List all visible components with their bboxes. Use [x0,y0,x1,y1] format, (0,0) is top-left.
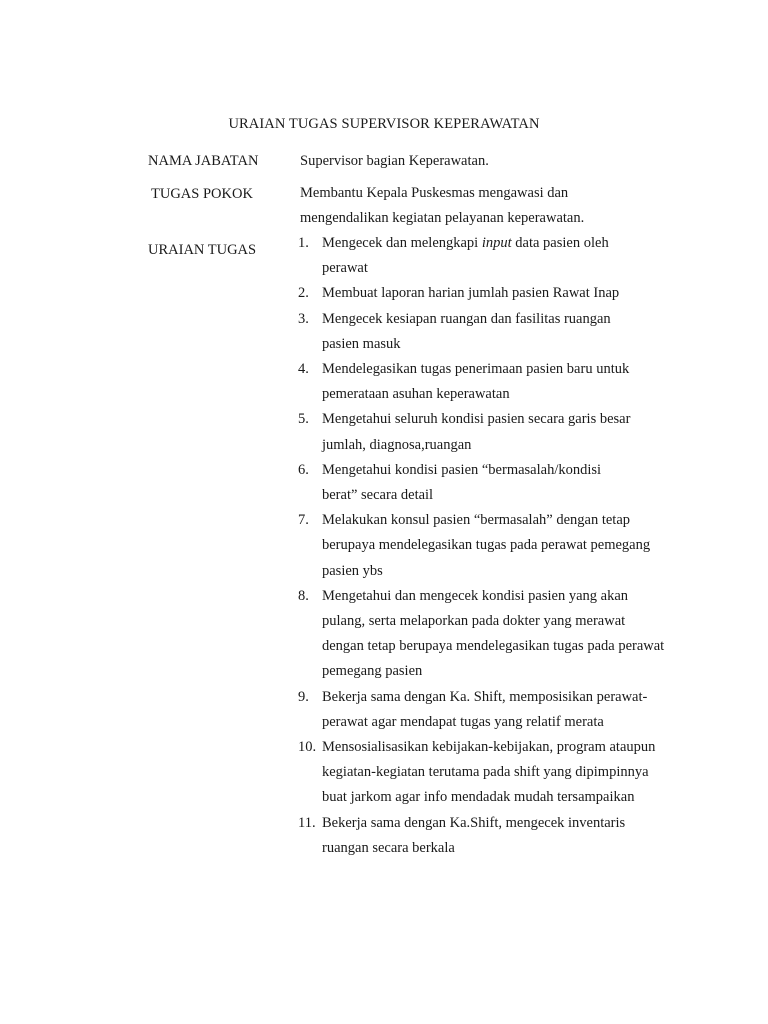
task-text: Mengetahui seluruh kondisi pasien secara garis besar jumlah, diagnosa,ruangan [322,411,631,453]
task-item [298,584,670,685]
task-text: Bekerja sama dengan Ka. Shift, memposisikan perawat-perawat agar mendapat tugas yang relatif merata [322,688,648,730]
label-uraian-tugas: URAIAN TUGAS [148,242,257,258]
task-item [298,735,670,811]
task-number: 2. [298,285,309,302]
value-tugas-pokok: Membantu Kepala Puskesmas mengawasi dan mengendalikan kegiatan pelayanan keperawatan. [300,185,585,226]
task-italic-term: input [481,235,512,251]
label-nama-jabatan: NAMA JABATAN [148,153,259,169]
task-number: 8. [298,587,309,604]
task-item [298,231,648,281]
task-text: Mengetahui dan mengecek kondisi pasien yang akan pulang, serta melaporkan pada dokter yang merawat dengan tetap berupaya mendelegasikan tugas pada perawat pemegang pasien [322,587,665,680]
task-item [298,685,648,735]
task-text: Mengecek kesiapan ruangan dan fasilitas ruangan pasien masuk [322,310,611,352]
task-item [298,407,670,457]
document-title: URAIAN TUGAS SUPERVISOR KEPERAWATAN [228,116,540,132]
task-text: Melakukan konsul pasien “bermasalah” dengan tetap berupaya mendelegasikan tugas pada perawat pemegang pasien ybs [322,512,651,579]
task-text: Mensosialisasikan kebijakan-kebijakan, program ataupun kegiatan-kegiatan terutama pada shift yang dipimpinnya buat jarkom agar info mendadak mudah tersampaikan [322,739,656,806]
task-item [298,357,670,407]
task-item [298,307,643,357]
task-item [298,811,670,861]
label-tugas-pokok: TUGAS POKOK [151,186,253,202]
task-number: 9. [298,688,309,705]
task-item [298,508,670,584]
task-text: Mengecek dan melengkapi input data pasien oleh perawat [322,235,609,277]
task-number: 3. [298,310,309,327]
task-number: 1. [298,235,309,251]
task-item [298,458,628,508]
task-number: 5. [298,411,309,428]
task-number: 7. [298,512,309,529]
task-item [298,281,670,306]
task-text: Mengetahui kondisi pasien “bermasalah/kondisi berat” secara detail [322,461,602,504]
value-nama-jabatan: Supervisor bagian Keperawatan. [300,153,489,169]
task-number: 6. [298,461,309,478]
task-number: 10. [298,739,317,756]
task-text: Bekerja sama dengan Ka.Shift, mengecek inventaris ruangan secara berkala [322,814,626,856]
task-text: Membuat laporan harian jumlah pasien Rawat Inap [322,285,620,302]
task-list [298,231,670,861]
task-number: 11. [298,814,316,831]
task-number: 4. [298,361,309,378]
task-text: Mendelegasikan tugas penerimaan pasien baru untuk pemerataan asuhan keperawatan [322,361,630,403]
